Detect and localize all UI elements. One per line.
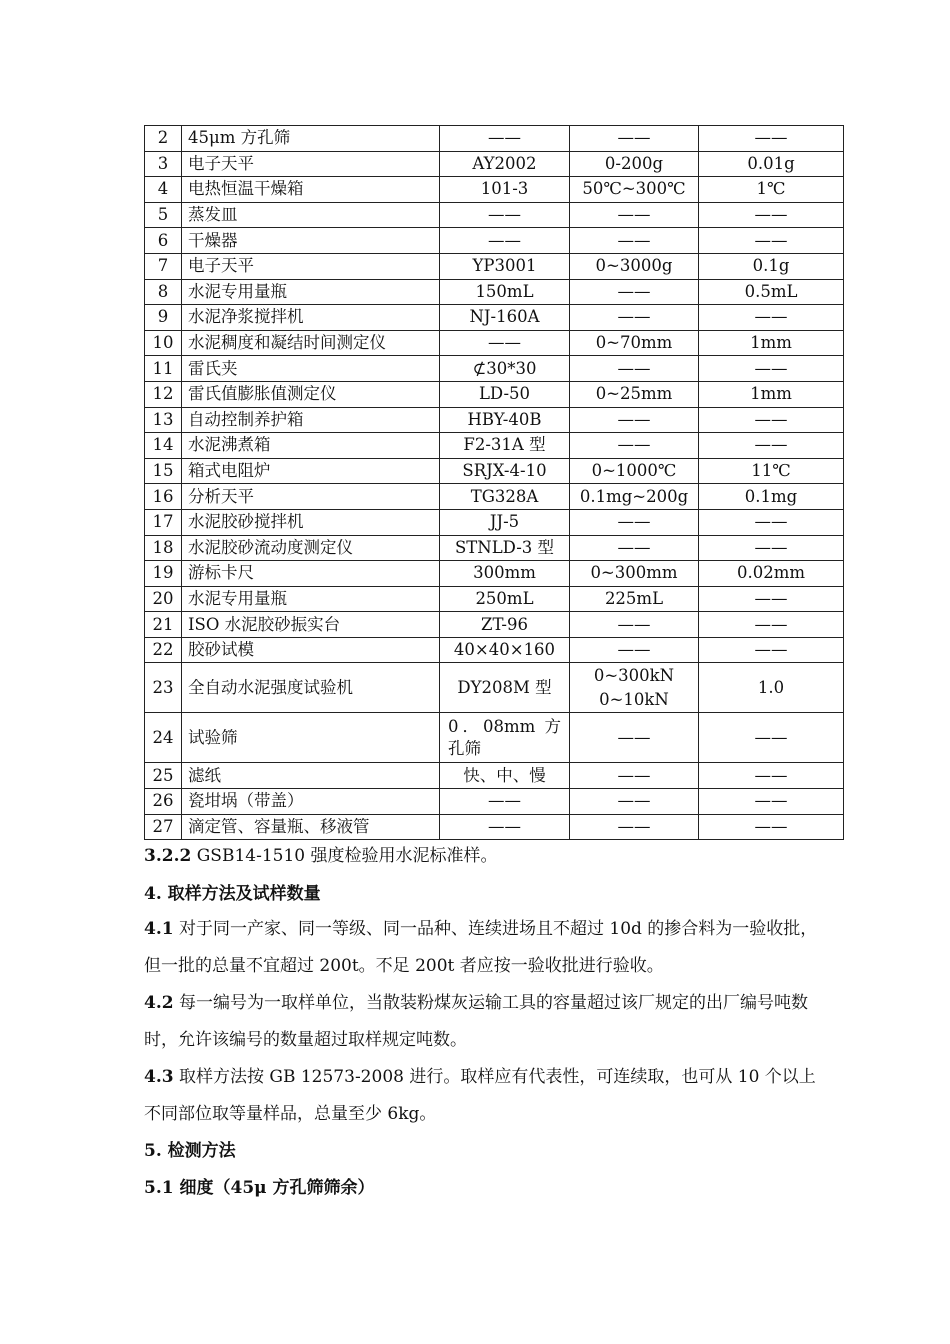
model-cell: ——	[440, 814, 570, 840]
range-cell: ——	[570, 305, 699, 331]
model-cell: ——	[440, 126, 570, 152]
row-number-cell: 5	[145, 202, 182, 228]
row-number-cell: 8	[145, 279, 182, 305]
precision-cell: ——	[699, 637, 844, 663]
precision-cell: ——	[699, 433, 844, 459]
section-heading-5-1: 5.1 细度（45μ 方孔筛筛余）	[144, 1178, 375, 1198]
equipment-name-cell: 雷氏值膨胀值测定仪	[182, 381, 440, 407]
range-cell: 225mL	[570, 586, 699, 612]
equipment-name-cell: 水泥胶砂流动度测定仪	[182, 535, 440, 561]
equipment-name-cell: 电子天平	[182, 151, 440, 177]
range-cell: 50℃~300℃	[570, 177, 699, 203]
equipment-name-cell: 自动控制养护箱	[182, 407, 440, 433]
model-cell: TG328A	[440, 484, 570, 510]
table-row	[145, 407, 844, 433]
row-number-cell: 22	[145, 637, 182, 663]
range-cell: 0~70mm	[570, 330, 699, 356]
precision-cell: 1℃	[699, 177, 844, 203]
row-number-cell: 3	[145, 151, 182, 177]
model-cell: 300mm	[440, 561, 570, 587]
model-cell: DY208M 型	[440, 663, 570, 713]
range-cell: ——	[570, 126, 699, 152]
row-number-cell: 13	[145, 407, 182, 433]
range-cell: ——	[570, 279, 699, 305]
row-number-cell: 4	[145, 177, 182, 203]
model-cell: ⊄30*30	[440, 356, 570, 382]
precision-cell: 0.01g	[699, 151, 844, 177]
model-cell: 101-3	[440, 177, 570, 203]
row-number-cell: 19	[145, 561, 182, 587]
model-cell: STNLD-3 型	[440, 535, 570, 561]
table-row	[145, 814, 844, 840]
row-number-cell: 12	[145, 381, 182, 407]
row-number-cell: 18	[145, 535, 182, 561]
paragraph-4-1	[144, 911, 824, 985]
precision-cell: ——	[699, 814, 844, 840]
precision-cell: ——	[699, 202, 844, 228]
table-row	[145, 763, 844, 789]
table-row	[145, 586, 844, 612]
clause-text: 取样方法按 GB 12573-2008 进行。取样应有代表性，可连续取，也可从 10 个以上不同部位取等量样品，总量至少 6kg。	[144, 1067, 816, 1124]
table-row	[145, 330, 844, 356]
row-number-cell: 17	[145, 509, 182, 535]
range-cell: ——	[570, 535, 699, 561]
row-number-cell: 25	[145, 763, 182, 789]
equipment-name-cell: 试验筛	[182, 713, 440, 763]
model-cell: JJ-5	[440, 509, 570, 535]
table-row	[145, 202, 844, 228]
table-row	[145, 356, 844, 382]
table-row	[145, 305, 844, 331]
table-row	[145, 253, 844, 279]
equipment-name-cell: 箱式电阻炉	[182, 458, 440, 484]
precision-cell: ——	[699, 407, 844, 433]
range-cell: ——	[570, 407, 699, 433]
row-number-cell: 26	[145, 789, 182, 815]
precision-cell: 0.1mg	[699, 484, 844, 510]
equipment-name-cell: 雷氏夹	[182, 356, 440, 382]
precision-cell: ——	[699, 126, 844, 152]
model-cell: SRJX-4-10	[440, 458, 570, 484]
range-cell: ——	[570, 763, 699, 789]
precision-cell: 1mm	[699, 381, 844, 407]
precision-cell: 1mm	[699, 330, 844, 356]
row-number-cell: 7	[145, 253, 182, 279]
table-row	[145, 126, 844, 152]
row-number-cell: 24	[145, 713, 182, 763]
equipment-name-cell: 水泥专用量瓶	[182, 586, 440, 612]
row-number-cell: 16	[145, 484, 182, 510]
row-number-cell: 6	[145, 228, 182, 254]
equipment-name-cell: 水泥净浆搅拌机	[182, 305, 440, 331]
equipment-name-cell: 滤纸	[182, 763, 440, 789]
equipment-name-cell: 胶砂试模	[182, 637, 440, 663]
equipment-name-cell: 瓷坩埚（带盖）	[182, 789, 440, 815]
equipment-name-cell: 分析天平	[182, 484, 440, 510]
paragraph-3-2-2	[144, 841, 824, 871]
equipment-name-cell: 水泥稠度和凝结时间测定仪	[182, 330, 440, 356]
range-line: 0~10kN	[599, 689, 669, 709]
row-number-cell: 9	[145, 305, 182, 331]
range-cell: ——	[570, 637, 699, 663]
range-cell: ——	[570, 789, 699, 815]
precision-cell: ——	[699, 305, 844, 331]
table-row	[145, 433, 844, 459]
row-number-cell: 15	[145, 458, 182, 484]
row-number-cell: 20	[145, 586, 182, 612]
range-line: 0~300kN	[593, 665, 675, 685]
table-row	[145, 612, 844, 638]
row-number-cell: 21	[145, 612, 182, 638]
model-cell: 快、中、慢	[440, 763, 570, 789]
precision-cell: 1.0	[699, 663, 844, 713]
precision-cell: 11℃	[699, 458, 844, 484]
equipment-name-cell: ISO 水泥胶砂振实台	[182, 612, 440, 638]
range-cell: 0~25mm	[570, 381, 699, 407]
model-cell: NJ-160A	[440, 305, 570, 331]
precision-cell: 0.1g	[699, 253, 844, 279]
clause-text: 对于同一产家、同一等级、同一品种、连续进场且不超过 10d 的掺合料为一验收批，但一批的总量不宜超过 200t。不足 200t 者应按一验收批进行验收。	[144, 919, 818, 976]
precision-cell: ——	[699, 228, 844, 254]
range-cell: 0.1mg~200g	[570, 484, 699, 510]
equipment-name-cell: 水泥胶砂搅拌机	[182, 509, 440, 535]
model-cell: LD-50	[440, 381, 570, 407]
table-row	[145, 484, 844, 510]
equipment-name-cell: 电子天平	[182, 253, 440, 279]
paragraph-4-2	[144, 985, 824, 1059]
clause-number: 3.2.2	[144, 846, 192, 866]
row-number-cell: 27	[145, 814, 182, 840]
range-cell: 0~1000℃	[570, 458, 699, 484]
clause-number: 4.2	[144, 993, 174, 1013]
table-row	[145, 713, 844, 763]
model-cell: ——	[440, 789, 570, 815]
table-row	[145, 663, 844, 713]
row-number-cell: 23	[145, 663, 182, 713]
table-row	[145, 177, 844, 203]
model-cell: 0．08mm 方孔筛	[440, 713, 570, 763]
table-row	[145, 228, 844, 254]
equipment-name-cell: 蒸发皿	[182, 202, 440, 228]
row-number-cell: 10	[145, 330, 182, 356]
clause-number: 4.3	[144, 1067, 174, 1087]
range-cell: ——	[570, 433, 699, 459]
table-row	[145, 561, 844, 587]
precision-cell: ——	[699, 586, 844, 612]
model-cell: YP3001	[440, 253, 570, 279]
table-row	[145, 509, 844, 535]
equipment-name-cell: 水泥沸煮箱	[182, 433, 440, 459]
precision-cell: ——	[699, 789, 844, 815]
clause-text: 每一编号为一取样单位，当散装粉煤灰运输工具的容量超过该厂规定的出厂编号吨数时，允许该编号的数量超过取样规定吨数。	[144, 993, 808, 1050]
range-cell: ——	[570, 713, 699, 763]
table-row	[145, 151, 844, 177]
paragraph-4-3	[144, 1059, 824, 1133]
model-cell: ——	[440, 228, 570, 254]
row-number-cell: 14	[145, 433, 182, 459]
precision-cell: 0.5mL	[699, 279, 844, 305]
table-row	[145, 381, 844, 407]
model-cell: 150mL	[440, 279, 570, 305]
precision-cell: ——	[699, 713, 844, 763]
row-number-cell: 2	[145, 126, 182, 152]
precision-cell: ——	[699, 356, 844, 382]
equipment-name-cell: 游标卡尺	[182, 561, 440, 587]
range-cell: ——	[570, 202, 699, 228]
range-cell: ——	[570, 612, 699, 638]
table-row	[145, 789, 844, 815]
range-cell: 0~300mm	[570, 561, 699, 587]
equipment-table	[144, 125, 844, 840]
range-cell	[570, 663, 699, 713]
equipment-table-body	[145, 126, 844, 840]
range-cell: 0~3000g	[570, 253, 699, 279]
equipment-name-cell: 水泥专用量瓶	[182, 279, 440, 305]
section-heading-4: 4. 取样方法及试样数量	[144, 884, 321, 904]
table-row	[145, 535, 844, 561]
range-cell: ——	[570, 356, 699, 382]
table-row	[145, 458, 844, 484]
equipment-name-cell: 全自动水泥强度试验机	[182, 663, 440, 713]
model-cell: 250mL	[440, 586, 570, 612]
precision-cell: ——	[699, 612, 844, 638]
model-cell: AY2002	[440, 151, 570, 177]
table-row	[145, 637, 844, 663]
model-cell: ZT-96	[440, 612, 570, 638]
clause-number: 4.1	[144, 919, 174, 939]
range-cell: 0-200g	[570, 151, 699, 177]
equipment-name-cell: 干燥器	[182, 228, 440, 254]
equipment-name-cell: 滴定管、容量瓶、移液管	[182, 814, 440, 840]
row-number-cell: 11	[145, 356, 182, 382]
range-cell: ——	[570, 228, 699, 254]
model-cell: 40×40×160	[440, 637, 570, 663]
range-cell: ——	[570, 814, 699, 840]
precision-cell: ——	[699, 535, 844, 561]
precision-cell: ——	[699, 763, 844, 789]
table-row	[145, 279, 844, 305]
precision-cell: ——	[699, 509, 844, 535]
range-cell: ——	[570, 509, 699, 535]
precision-cell: 0.02mm	[699, 561, 844, 587]
model-cell: ——	[440, 330, 570, 356]
model-cell: F2-31A 型	[440, 433, 570, 459]
equipment-name-cell: 45μm 方孔筛	[182, 126, 440, 152]
equipment-name-cell: 电热恒温干燥箱	[182, 177, 440, 203]
model-cell: ——	[440, 202, 570, 228]
model-cell: HBY-40B	[440, 407, 570, 433]
section-heading-5: 5. 检测方法	[144, 1141, 236, 1161]
clause-text: GSB14-1510 强度检验用水泥标准样。	[191, 846, 498, 866]
